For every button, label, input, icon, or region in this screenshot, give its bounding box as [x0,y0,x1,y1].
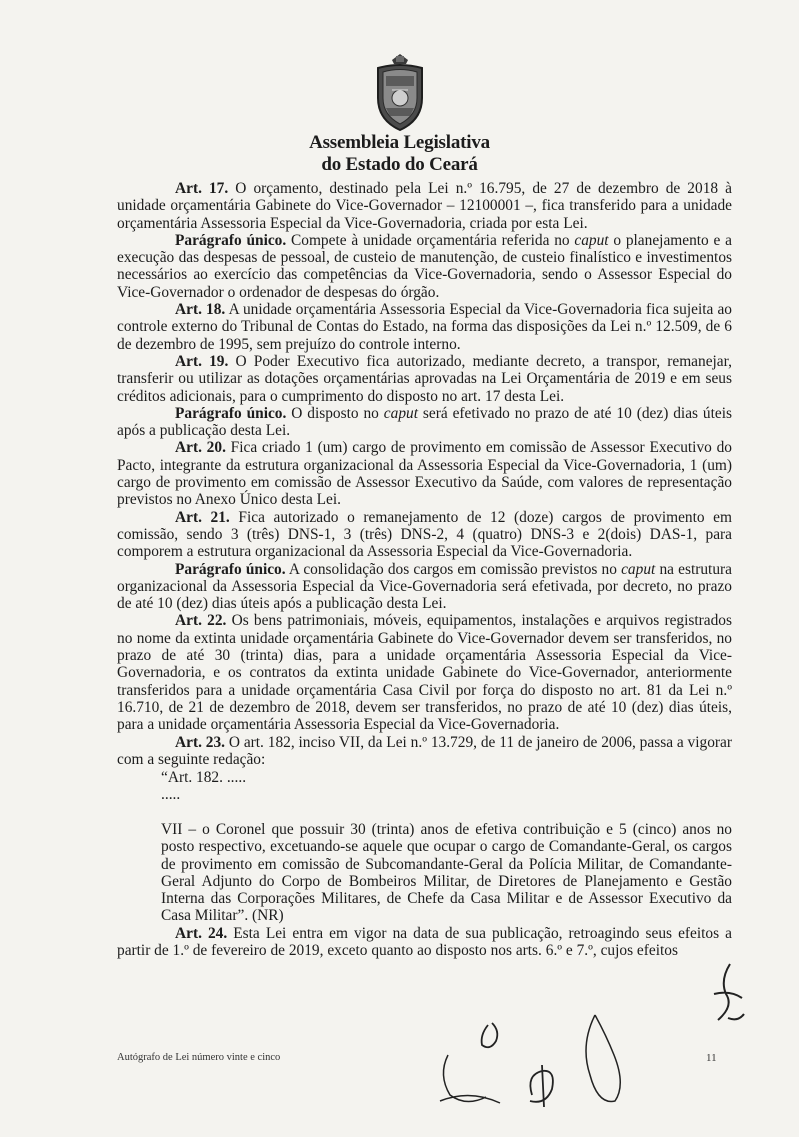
article-21-sole-paragraph [117,561,732,613]
article-text: Fica criado 1 (um) cargo de provimento em comissão de Assessor Executivo do Pacto, integrante da estrutura organizacional da Assessoria Especial da Vice-Governadoria, 1 (um) cargo de provimento em comissão de Assessor Executivo da Saúde, com valores de representação previstos no Anexo Único desta Lei. [117,439,732,509]
document-body [117,180,732,959]
article-24 [117,925,732,960]
article-label: Art. 18. [175,301,226,319]
article-label: Art. 22. [175,612,227,630]
article-23 [117,734,732,769]
article-label: Art. 21. [175,508,230,526]
article-label: Art. 24. [175,924,228,942]
article-text: O Poder Executivo fica autorizado, mediante decreto, a transpor, remanejar, transferir ou utilizar as dotações orçamentárias aprovadas na Lei Orçamentária de 2019 e em seus créditos adicionais, para o cumprimento do disposto no art. 17 desta Lei. [117,352,732,405]
article-text: A unidade orçamentária Assessoria Especial da Vice-Governadoria fica sujeita ao controle externo do Tribunal de Contas do Estado, na forma das disposições da Lei n.º 12.509, de 6 de dezembro de 1995, sem prejuízo do controle interno. [117,301,733,353]
page-number: 11 [706,1052,717,1064]
article-17 [117,180,732,232]
quoted-inciso-vii: VII – o Coronel que possuir 30 (trinta) anos de efetiva contribuição e 5 (cinco) anos no posto respectivo, excetuando-se aquele que ocupar o cargo de Comandante-Geral, os cargos de provimento em comissão de Subcomandante-Geral da Polícia Militar, de Comandante-Geral Adjunto do Corpo de Bombeiros Militar, de Diretores de Planejamento e Gestão Interna das Corporações Militares, de Chefe da Casa Militar e de Assessor Executivo da Casa Militar”. (NR) [161,820,732,925]
article-text: O art. 182, inciso VII, da Lei n.º 13.729, de 11 de janeiro de 2006, passa a vigorar com a seguinte redação: [117,733,732,768]
article-label: Art. 20. [175,439,226,457]
article-label: Art. 23. [175,733,226,751]
article-19 [117,353,732,405]
article-text: Os bens patrimoniais, móveis, equipamentos, instalações e arquivos registrados no nome da extinta unidade orçamentária Gabinete do Vice-Governador devem ser transferidos, no prazo de até 30 (trinta) dias, para a unidade orçamentária Assessoria Especial da Vice-Governadoria, e os contratos da extinta unidade Gabinete do Vice-Governador, anteriormente transferidos para a unidade orçamentária Casa Civil por força do disposto no art. 81 da Lei n.º 16.710, de 21 de dezembro de 2018, devem ser transferidos, no prazo de até 10 (dez) dias úteis, para a unidade orçamentária Assessoria Especial da Vice-Governadoria. [117,612,732,734]
quoted-article-182: “Art. 182. ..... [161,769,247,787]
paragraph-text: A consolidação dos cargos em comissão previstos no [285,560,622,578]
handwritten-signatures [430,1005,650,1115]
paragraph-text: será efetivado no prazo de até 10 (dez) dias úteis após a publicação desta Lei. [117,404,732,440]
article-22 [117,612,732,733]
paragraph-text: na estrutura organizacional da Assessoria Especial da Vice-Governadoria será efetivada, por decreto, no prazo de até 10 (dez) dias úteis após a publicação desta Lei. [117,560,732,613]
article-text: Esta Lei entra em vigor na data de sua publicação, retroagindo seus efeitos a partir de 1.º de fevereiro de 2019, exceto quanto ao disposto nos arts. 6.º e 7.º, cujos efeitos [117,924,732,960]
article-19-sole-paragraph [117,405,732,440]
article-17-sole-paragraph [117,232,732,301]
institution-line-1: Assembleia Legislativa [309,132,490,153]
state-coat-of-arms-emblem [372,52,428,132]
quoted-ellipsis: ..... [161,786,181,804]
article-text: Fica autorizado o remanejamento de 12 (doze) cargos de provimento em comissão, sendo 3 (três) DNS-1, 3 (três) DNS-2, 4 (quatro) DNS-3 e 2(dois) DAS-1, para comporem a estrutura organizacional da Assessoria Especial da Vice-Governadoria. [117,508,732,561]
margin-initial-signature [700,960,750,1030]
paragraph-text: Compete à unidade orçamentária referida no [286,231,575,249]
footer-caption: Autógrafo de Lei número vinte e cinco [117,1052,281,1063]
article-18 [117,301,732,353]
institution-line-2: do Estado do Ceará [321,154,478,175]
paragraph-label: Parágrafo único. [175,231,287,249]
article-21 [117,509,732,561]
caput-term: caput [574,231,609,249]
caput-term: caput [621,560,656,578]
article-text: O orçamento, destinado pela Lei n.º 16.795, de 27 de dezembro de 2018 à unidade orçamentária Gabinete do Vice-Governador – 12100001 –, fica transferido para a unidade orçamentária Assessoria Especial da Vice-Governadoria, criada por esta Lei. [117,180,732,232]
article-label: Art. 19. [175,352,229,370]
article-20 [117,439,732,508]
caput-term: caput [383,404,418,422]
article-label: Art. 17. [175,180,229,197]
paragraph-label: Parágrafo único. [175,404,287,422]
spacer [117,804,732,821]
paragraph-text: o planejamento e a execução das despesas de pessoal, de custeio de manutenção, de custeio finalístico e investimentos necessários ao exercício das competências da Vice-Governadoria, sendo o Assessor Especial do Vice-Governador o ordenador de despesas do órgão. [117,231,732,301]
paragraph-label: Parágrafo único. [175,560,286,578]
institution-title [0,132,799,176]
paragraph-text: O disposto no [286,404,384,422]
